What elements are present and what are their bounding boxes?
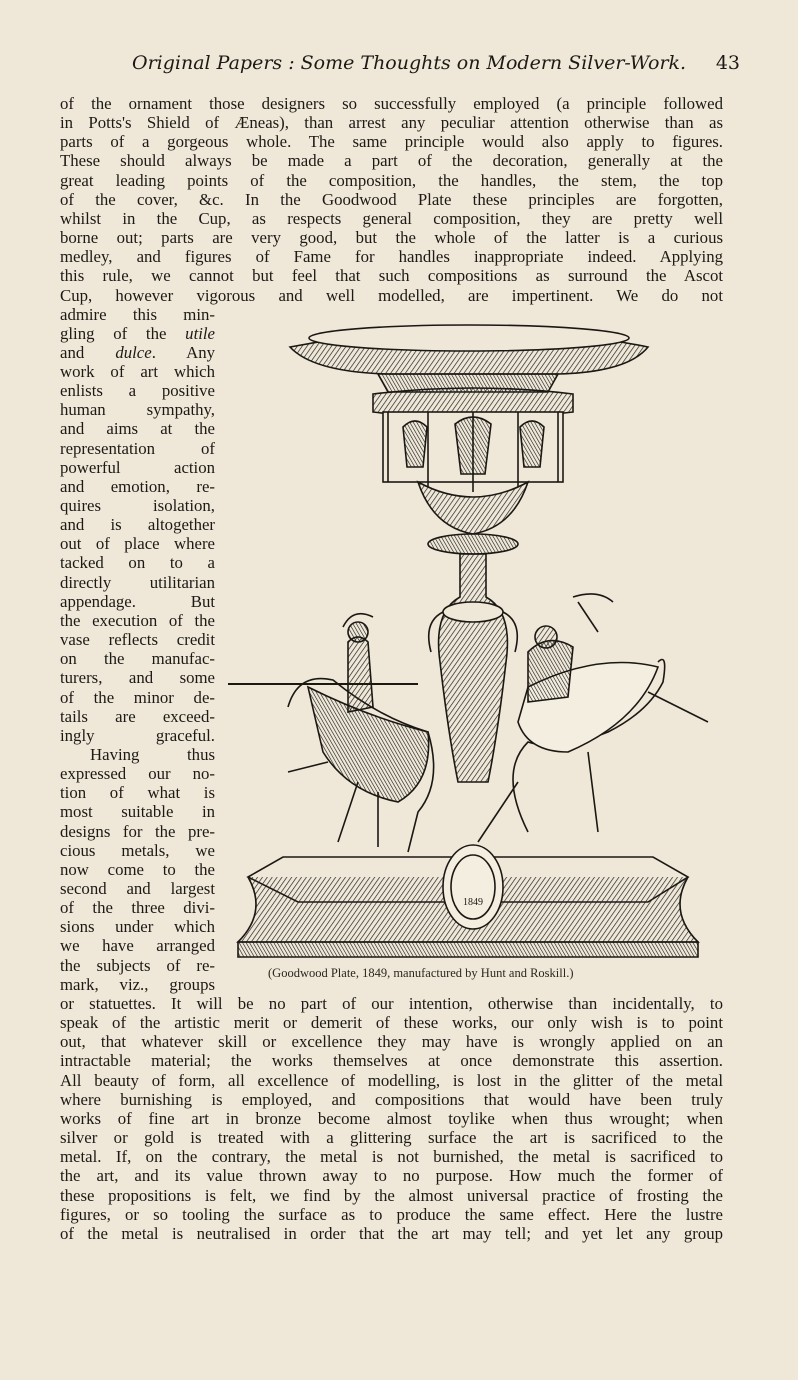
text-line: on the manufac-: [60, 649, 215, 669]
text-line: admire this min-: [60, 304, 215, 324]
text-line: enlists a positive: [60, 381, 215, 401]
text-line: designs for the pre-: [60, 821, 215, 841]
text-line: out, that whatever skill or excellence they may have is wrongly applied on an: [60, 1032, 723, 1052]
text-line: cious metals, we: [60, 840, 215, 860]
text-line: All beauty of form, all excellence of modelling, is lost in the glitter of the metal: [60, 1070, 723, 1090]
text-line: we have arranged: [60, 936, 215, 956]
goodwood-plate-engraving: [228, 312, 718, 962]
text-line: silver or gold is treated with a glittering surface the art is sacrificed to the: [60, 1128, 723, 1148]
text-line: ingly graceful.: [60, 725, 215, 745]
text-line: powerful action: [60, 457, 215, 477]
text-line: Cup, however vigorous and well modelled, are impertinent. We do not: [60, 285, 723, 305]
text-line: human sympathy,: [60, 400, 215, 420]
text-line: whilst in the Cup, as respects general composition, they are pretty well: [60, 208, 723, 228]
text-line: intractable material; the works themselves at once demonstrate this assertion.: [60, 1051, 723, 1071]
text-line: Having thus: [90, 744, 215, 764]
running-title: Original Papers : Some Thoughts on Modern Silver-Work.: [132, 52, 687, 74]
text-line: directly utilitarian: [60, 572, 215, 592]
text-line: these propositions is felt, we find by the almost universal practice of frosting the: [60, 1185, 723, 1205]
text-line: parts of a gorgeous whole. The same principle would also apply to figures.: [60, 132, 723, 152]
text-line: or statuettes. It will be no part of our intention, otherwise than incidentally, to: [60, 994, 723, 1013]
plaque-year: 1849: [463, 897, 483, 908]
text-line: and aims at the: [60, 419, 215, 439]
text-line: of the metal is neutralised in order that the art may tell; and yet let any group: [60, 1223, 723, 1243]
text-line: this rule, we cannot but feel that such compositions as surround the Ascot: [60, 266, 723, 286]
text-line: tacked on to a: [60, 553, 215, 573]
text-line: representation of: [60, 438, 215, 458]
text-line: works of fine art in bronze become almost toylike when thus wrought; when: [60, 1108, 723, 1128]
text-line: out of place where: [60, 534, 215, 554]
text-line: vase reflects credit: [60, 630, 215, 650]
text-line: gling of the utile: [60, 323, 215, 343]
text-line: and is altogether: [60, 515, 215, 535]
text-line: great leading points of the composition, the handles, the stem, the top: [60, 170, 723, 190]
text-line: the art, and its value thrown away to no purpose. How much the former of: [60, 1166, 723, 1186]
text-line: figures, or so tooling the surface as to produce the same effect. Here the lustre: [60, 1204, 723, 1224]
page-number: 43: [715, 52, 740, 74]
text-line: medley, and figures of Fame for handles inappropriate indeed. Applying: [60, 247, 723, 267]
text-line: of the ornament those designers so successfully employed (a principle followed: [60, 94, 723, 113]
text-line: turers, and some: [60, 668, 215, 688]
running-header: [60, 52, 740, 78]
text-line: the execution of the: [60, 610, 215, 630]
text-line: most suitable in: [60, 802, 215, 822]
text-line: sions under which: [60, 917, 215, 937]
text-line: tails are exceed-: [60, 706, 215, 726]
text-line: tion of what is: [60, 783, 215, 803]
text-line: now come to the: [60, 859, 215, 879]
text-line: the subjects of re-: [60, 955, 215, 975]
text-line: quires isolation,: [60, 496, 215, 515]
text-line: of the minor de-: [60, 687, 215, 707]
text-line: and emotion, re-: [60, 476, 215, 496]
text-line: expressed our no-: [60, 764, 215, 784]
text-line: in Potts's Shield of Æneas), than arrest any peculiar attention otherwise than as: [60, 113, 723, 133]
text-line: borne out; parts are very good, but the whole of the latter is a curious: [60, 228, 723, 248]
text-line: of the cover, &c. In the Goodwood Plate these principles are forgotten,: [60, 189, 723, 209]
text-line: and dulce. Any: [60, 342, 215, 362]
text-line: of the three divi-: [60, 898, 215, 918]
figure-caption: (Goodwood Plate, 1849, manufactured by Hunt and Roskill.): [268, 966, 574, 980]
text-line: second and largest: [60, 879, 215, 898]
text-line: appendage. But: [60, 591, 215, 611]
text-line: where burnishing is employed, and compositions that would have been truly: [60, 1089, 723, 1109]
text-line: speak of the artistic merit or demerit of these works, our only wish is to point: [60, 1013, 723, 1033]
text-line: These should always be made a part of the decoration, generally at the: [60, 151, 723, 171]
text-line: mark, viz., groups: [60, 974, 215, 994]
text-line: work of art which: [60, 361, 215, 381]
text-line: metal. If, on the contrary, the metal is not burnished, the metal is sacrificed to: [60, 1147, 723, 1167]
